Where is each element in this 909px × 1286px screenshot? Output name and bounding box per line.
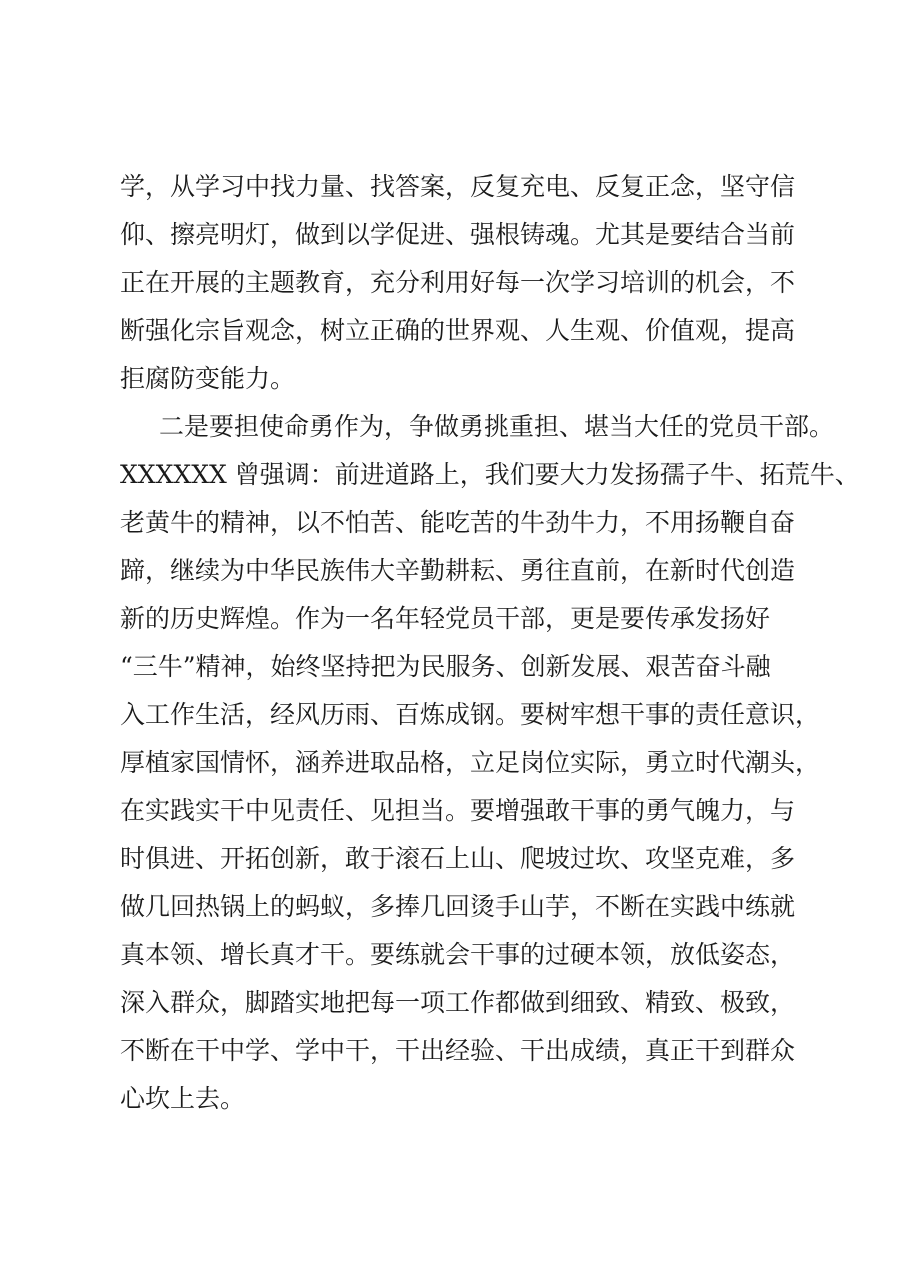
paragraph-line: “三牛”精神，始终坚持把为民服务、创新发展、艰苦奋斗融	[120, 652, 771, 681]
paragraph-line: 时俱进、开拓创新，敢于滚石上山、爬坡过坎、攻坚克难，多	[120, 844, 796, 873]
paragraph-line: 新的历史辉煌。作为一名年轻党员干部，更是要传承发扬好	[120, 604, 771, 633]
paragraph-line: 深入群众，脚踏实地把每一项工作都做到细致、精致、极致，	[120, 988, 796, 1017]
paragraph-line: 蹄，继续为中华民族伟大辛勤耕耘、勇往直前，在新时代创造	[120, 556, 796, 585]
paragraph-line: 心坎上去。	[120, 1084, 246, 1113]
paragraph-line: 拒腐防变能力。	[120, 364, 296, 393]
paragraph-line: 二是要担使命勇作为，争做勇挑重担、堪当大任的党员干部。	[159, 412, 835, 441]
paragraph-line: 真本领、增长真才干。要练就会干事的过硬本领，放低姿态，	[120, 940, 796, 969]
paragraph-line: 学，从学习中找力量、找答案，反复充电、反复正念，坚守信	[120, 172, 796, 201]
paragraph-line: 仰、擦亮明灯，做到以学促进、强根铸魂。尤其是要结合当前	[120, 220, 796, 249]
paragraph-line: 不断在干中学、学中干，干出经验、干出成绩，真正干到群众	[120, 1036, 796, 1065]
paragraph-line: XXXXXX 曾强调：前进道路上，我们要大力发扬孺子牛、拓荒牛、	[120, 460, 860, 489]
paragraph-line: 做几回热锅上的蚂蚁，多捧几回烫手山芋，不断在实践中练就	[120, 892, 796, 921]
paragraph-line: 断强化宗旨观念，树立正确的世界观、人生观、价值观，提高	[120, 316, 796, 345]
paragraph-line: 老黄牛的精神，以不怕苦、能吃苦的牛劲牛力，不用扬鞭自奋	[120, 508, 796, 537]
paragraph-line: 在实践实干中见责任、见担当。要增强敢干事的勇气魄力，与	[120, 796, 796, 825]
paragraph-line: 入工作生活，经风历雨、百炼成钢。要树牢想干事的责任意识，	[120, 700, 821, 729]
paragraph-line: 厚植家国情怀，涵养进取品格，立足岗位实际，勇立时代潮头，	[120, 748, 821, 777]
paragraph-line: 正在开展的主题教育，充分利用好每一次学习培训的机会，不	[120, 268, 796, 297]
